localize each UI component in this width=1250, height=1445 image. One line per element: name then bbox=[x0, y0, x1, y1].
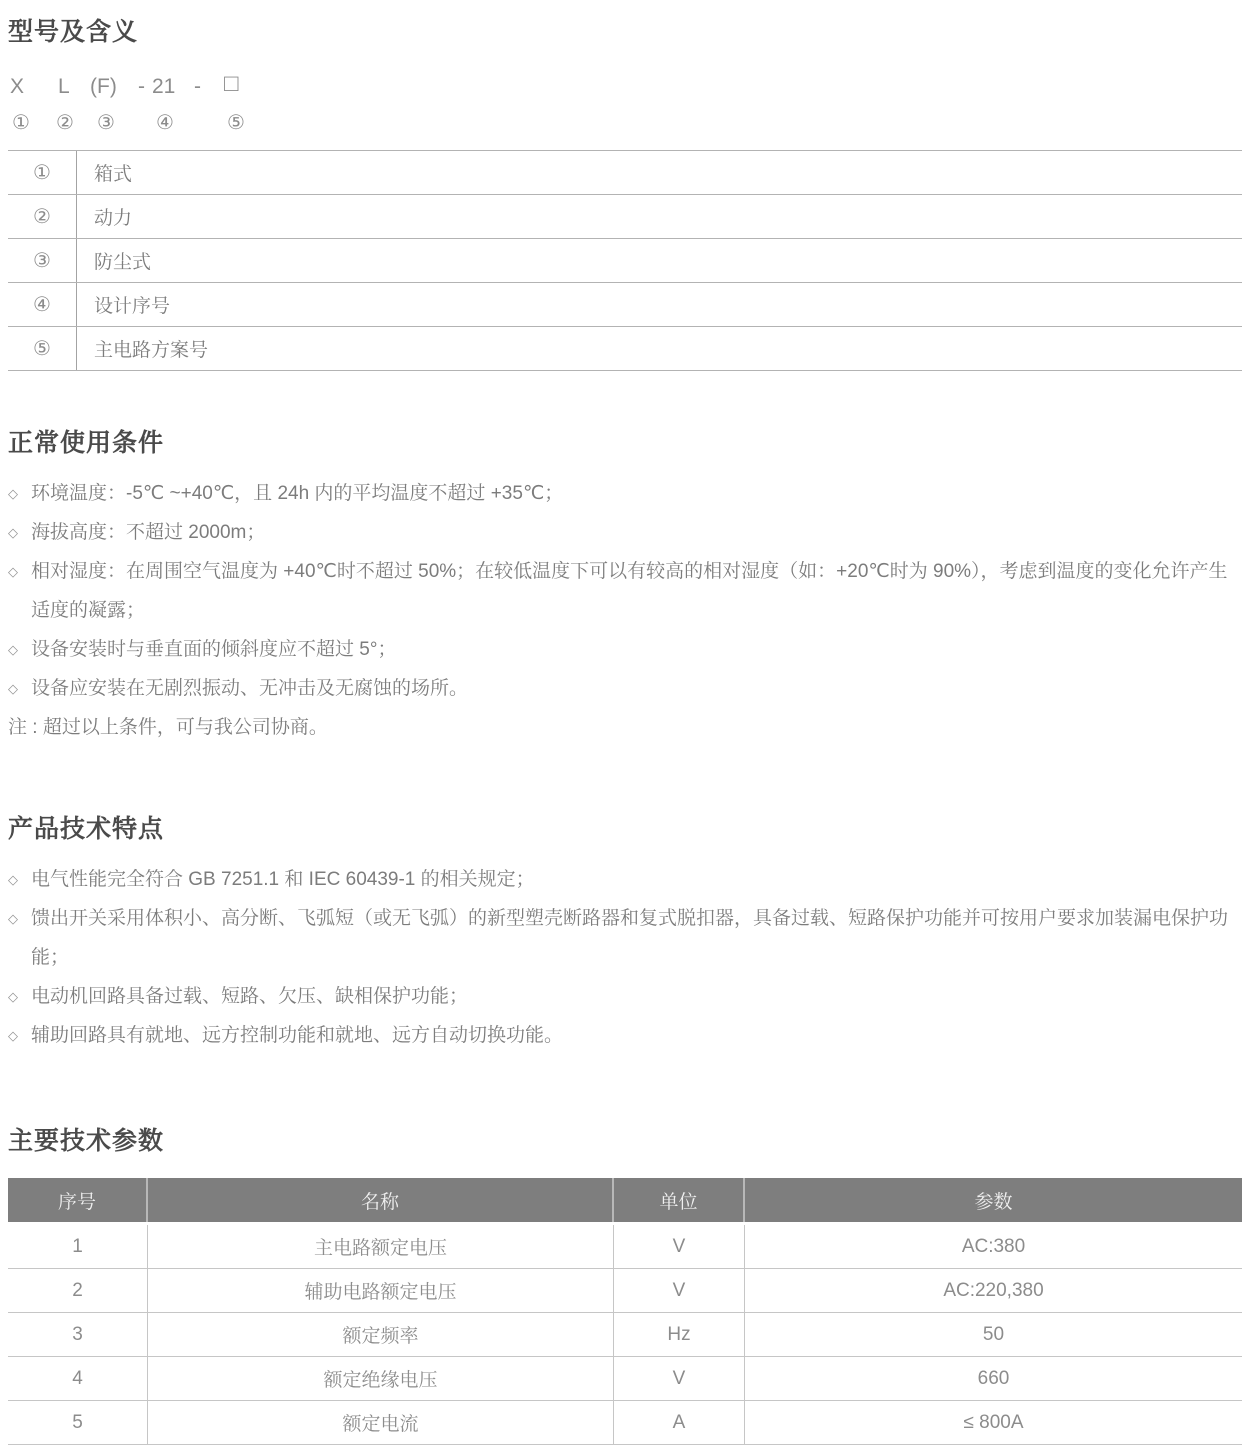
row-label: 防尘式 bbox=[94, 252, 152, 273]
circled-digit: ⑤ bbox=[227, 112, 245, 134]
column-header-index: 序号 bbox=[8, 1178, 148, 1222]
conditions-note: 注 : 超过以上条件，可与我公司协商。 bbox=[8, 717, 328, 738]
param-unit: V bbox=[614, 1357, 745, 1400]
param-name: 辅助电路额定电压 bbox=[148, 1269, 614, 1312]
row-number: ① bbox=[8, 151, 77, 194]
model-code-symbol: (F) bbox=[90, 75, 117, 98]
product-feature-text: 电动机回路具备过载、短路、欠压、缺相保护功能； bbox=[31, 986, 469, 1007]
diamond-bullet-icon: ◇ bbox=[8, 642, 18, 657]
usage-condition-item bbox=[8, 552, 1242, 630]
param-index: 5 bbox=[8, 1401, 148, 1444]
usage-condition-text: 海拔高度：不超过 2000m； bbox=[31, 522, 266, 543]
param-unit: V bbox=[614, 1225, 745, 1268]
tech-params-table bbox=[8, 1178, 1242, 1445]
row-number: ② bbox=[8, 195, 77, 238]
param-unit: A bbox=[614, 1401, 745, 1444]
product-feature-item bbox=[8, 977, 1242, 1016]
usage-condition-item bbox=[8, 630, 1242, 669]
product-feature-item bbox=[8, 1016, 1242, 1055]
model-code-symbol: L bbox=[58, 75, 70, 98]
circled-digit: ④ bbox=[156, 112, 174, 134]
column-header-value: 参数 bbox=[974, 1191, 1013, 1213]
model-meaning-row bbox=[8, 239, 1242, 283]
circled-digit: ③ bbox=[97, 112, 115, 134]
diamond-bullet-icon: ◇ bbox=[8, 681, 18, 696]
param-index: 3 bbox=[8, 1313, 148, 1356]
row-number: ④ bbox=[8, 283, 77, 326]
param-unit: Hz bbox=[614, 1313, 745, 1356]
product-features-list bbox=[8, 860, 1242, 1055]
tech-params-row bbox=[8, 1357, 1242, 1401]
model-meaning-row bbox=[8, 195, 1242, 239]
section-title-model-meaning: 型号及含义 bbox=[8, 18, 139, 46]
tech-params-row bbox=[8, 1225, 1242, 1269]
section-title-tech-params: 主要技术参数 bbox=[8, 1127, 165, 1155]
tech-params-row bbox=[8, 1313, 1242, 1357]
param-index: 1 bbox=[8, 1225, 148, 1268]
model-digit-row bbox=[8, 111, 1242, 135]
circled-digit: ① bbox=[12, 112, 30, 134]
param-value: AC:380 bbox=[961, 1235, 1026, 1257]
model-code-symbol: X bbox=[10, 75, 25, 98]
row-number: ③ bbox=[8, 239, 77, 282]
model-code-placeholder-box: □ bbox=[224, 70, 239, 97]
param-name: 主电路额定电压 bbox=[148, 1225, 614, 1268]
usage-condition-item bbox=[8, 669, 1242, 708]
param-index: 2 bbox=[8, 1269, 148, 1312]
usage-conditions-list bbox=[8, 474, 1242, 708]
usage-condition-text: 设备应安装在无剧烈振动、无冲击及无腐蚀的场所。 bbox=[31, 678, 469, 699]
param-name: 额定电流 bbox=[148, 1401, 614, 1444]
row-label: 设计序号 bbox=[94, 296, 171, 317]
row-number: ⑤ bbox=[8, 327, 77, 370]
diamond-bullet-icon: ◇ bbox=[8, 525, 18, 540]
section-title-product-features: 产品技术特点 bbox=[8, 815, 165, 843]
model-code-row bbox=[8, 70, 1242, 100]
usage-condition-text: 设备安装时与垂直面的倾斜度应不超过 5°； bbox=[31, 639, 397, 660]
row-label: 动力 bbox=[94, 208, 133, 229]
tech-params-row bbox=[8, 1401, 1242, 1445]
param-index: 4 bbox=[8, 1357, 148, 1400]
usage-condition-text: 环境温度：-5℃ ~+40℃，且 24h 内的平均温度不超过 +35℃； bbox=[31, 483, 564, 504]
product-feature-text: 馈出开关采用体积小、高分断、飞弧短（或无飞弧）的新型塑壳断路器和复式脱扣器，具备过载、短路保护功能并可按用户要求加装漏电保护功能； bbox=[31, 908, 1229, 968]
product-feature-text: 辅助回路具有就地、远方控制功能和就地、远方自动切换功能。 bbox=[31, 1025, 564, 1046]
model-meaning-row bbox=[8, 283, 1242, 327]
diamond-bullet-icon: ◇ bbox=[8, 564, 18, 579]
circled-digit: ② bbox=[56, 112, 74, 134]
diamond-bullet-icon: ◇ bbox=[8, 989, 18, 1004]
tech-params-header-row bbox=[8, 1178, 1242, 1222]
usage-condition-item bbox=[8, 513, 1242, 552]
model-meaning-table bbox=[8, 150, 1242, 371]
diamond-bullet-icon: ◇ bbox=[8, 872, 18, 887]
model-code-symbol: 21 bbox=[152, 75, 176, 98]
model-meaning-row bbox=[8, 151, 1242, 195]
usage-condition-item bbox=[8, 474, 1242, 513]
column-header-name: 名称 bbox=[148, 1178, 614, 1222]
product-feature-item bbox=[8, 860, 1242, 899]
row-label: 箱式 bbox=[94, 164, 133, 185]
param-value: 50 bbox=[982, 1323, 1005, 1345]
column-header-unit: 单位 bbox=[614, 1178, 745, 1222]
diamond-bullet-icon: ◇ bbox=[8, 911, 18, 926]
product-feature-item bbox=[8, 899, 1242, 977]
model-code-symbol: - bbox=[194, 75, 201, 98]
param-value: ≤ 800A bbox=[963, 1411, 1024, 1433]
diamond-bullet-icon: ◇ bbox=[8, 486, 18, 501]
param-value: AC:220,380 bbox=[943, 1279, 1044, 1301]
param-unit: V bbox=[614, 1269, 745, 1312]
section-title-usage-conditions: 正常使用条件 bbox=[8, 429, 165, 457]
tech-params-row bbox=[8, 1269, 1242, 1313]
usage-condition-text: 相对湿度：在周围空气温度为 +40℃时不超过 50%；在较低温度下可以有较高的相对湿度（如：+20℃时为 90%），考虑到温度的变化允许产生适度的凝露； bbox=[31, 561, 1228, 621]
param-value: 660 bbox=[977, 1367, 1010, 1389]
param-name: 额定频率 bbox=[148, 1313, 614, 1356]
product-feature-text: 电气性能完全符合 GB 7251.1 和 IEC 60439-1 的相关规定； bbox=[31, 869, 535, 890]
diamond-bullet-icon: ◇ bbox=[8, 1028, 18, 1043]
row-label: 主电路方案号 bbox=[94, 340, 209, 361]
param-name: 额定绝缘电压 bbox=[148, 1357, 614, 1400]
model-meaning-row bbox=[8, 327, 1242, 371]
model-code-symbol: - bbox=[138, 75, 145, 98]
